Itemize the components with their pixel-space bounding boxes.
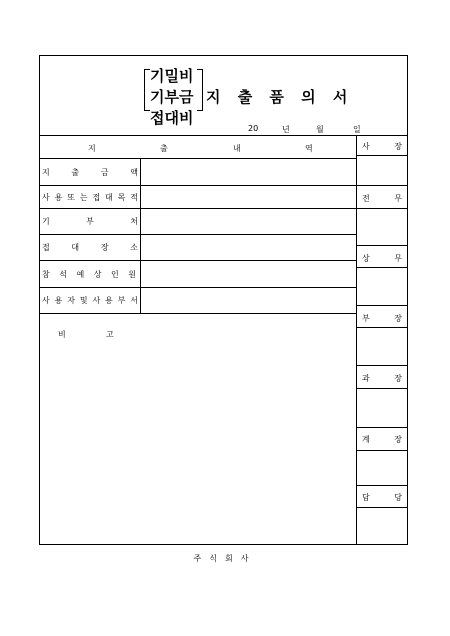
label-usage-purpose [42,192,138,203]
label-char: 예 [76,270,85,279]
label-char: 사 [42,193,50,202]
label-char: 지 [42,168,50,177]
label-char: 소 [130,243,138,252]
approval-line [356,427,408,428]
approval-line [356,365,408,366]
approval-staff-in-charge [362,492,402,503]
label-char: 적 [130,193,138,202]
approval-ceo [362,141,402,152]
approval-executive-director [362,193,402,204]
approval-line [356,507,408,508]
usage-purpose-field[interactable] [141,186,355,207]
approval-char: 무 [394,254,402,263]
label-char: 인 [111,270,119,279]
remarks-label-1: 비 [58,330,66,339]
label-char: 사 [42,296,50,305]
label-user-department [42,295,138,306]
label-char: 접 [42,243,50,252]
label-donation-recipient [42,216,138,227]
approval-divider [356,135,357,545]
approval-line [356,450,408,451]
label-char: 목 [117,193,126,202]
approval-line [356,388,408,389]
title-bracket-right [197,69,203,111]
approval-char: 부 [362,314,370,323]
label-char: 접 [92,193,101,202]
approval-line [356,305,408,306]
approval-char: 장 [394,314,402,323]
approval-line [356,208,408,209]
title-stacked [150,66,193,129]
approval-char: 무 [394,194,402,203]
header-char-1: 지 [88,144,96,153]
date-day: 일 [353,125,361,134]
approval-char: 당 [394,493,402,502]
label-char: 처 [130,217,138,226]
approval-char: 전 [362,194,370,203]
label-char: 장 [100,243,109,252]
date-year: 년 [282,125,290,134]
remarks-area[interactable] [40,314,355,544]
approval-char: 장 [394,374,402,383]
label-char: 부 [117,296,126,305]
approval-char: 사 [362,142,370,151]
label-char: 기 [42,217,50,226]
title-stacked-3: 접대비 [150,109,194,127]
approval-section-chief [362,373,402,384]
label-expected-attendees [42,269,136,280]
label-char: 원 [128,270,136,279]
approval-managing-director [362,253,402,264]
label-entertainment-place [42,242,138,253]
remarks-label-2: 고 [106,330,114,339]
label-char: 액 [130,168,138,177]
approval-department-head [362,313,402,324]
header-char-2: 출 [160,144,168,153]
label-char: 대 [105,193,113,202]
approval-line [356,485,408,486]
label-char: 및 [79,296,88,305]
donation-recipient-field[interactable] [141,209,355,233]
approval-char: 장 [394,142,402,151]
expense-amount-field[interactable] [141,159,355,184]
header-char-3: 내 [233,144,241,153]
label-char: 용 [54,193,63,202]
title-stacked-2: 기부금 [150,88,194,106]
approval-line [356,155,408,156]
label-char: 대 [71,243,80,252]
page-title: 지 출 품 의 서 [206,88,354,106]
approval-char: 담 [362,493,370,502]
approval-char: 상 [362,254,370,263]
label-char: 사 [92,296,101,305]
approval-line [356,267,408,268]
approval-char: 계 [362,435,370,444]
date-month: 월 [316,125,324,134]
date-year-prefix: 20 [248,124,259,133]
user-department-field[interactable] [141,288,355,312]
label-expense-amount [42,167,138,178]
label-char: 참 [42,270,50,279]
approval-line [356,327,408,328]
label-char: 용 [105,296,113,305]
label-char: 서 [130,296,138,305]
entertainment-place-field[interactable] [141,235,355,259]
header-char-4: 역 [305,144,313,153]
label-char: 석 [59,270,67,279]
company-name: 주식회사 [193,554,257,563]
approval-team-leader [362,434,402,445]
label-char: 또 [67,193,75,202]
approval-line [356,185,408,186]
label-char: 상 [93,270,102,279]
label-char: 부 [86,217,94,226]
header-top-line [39,135,408,136]
label-char: 금 [100,168,109,177]
label-char: 출 [71,168,80,177]
label-char: 는 [79,193,88,202]
approval-char: 장 [394,435,402,444]
title-stacked-1: 기밀비 [150,67,194,85]
approval-line [356,245,408,246]
expected-attendees-field[interactable] [141,261,355,286]
label-char: 용 [54,296,63,305]
label-char: 자 [67,296,75,305]
approval-char: 과 [362,374,370,383]
